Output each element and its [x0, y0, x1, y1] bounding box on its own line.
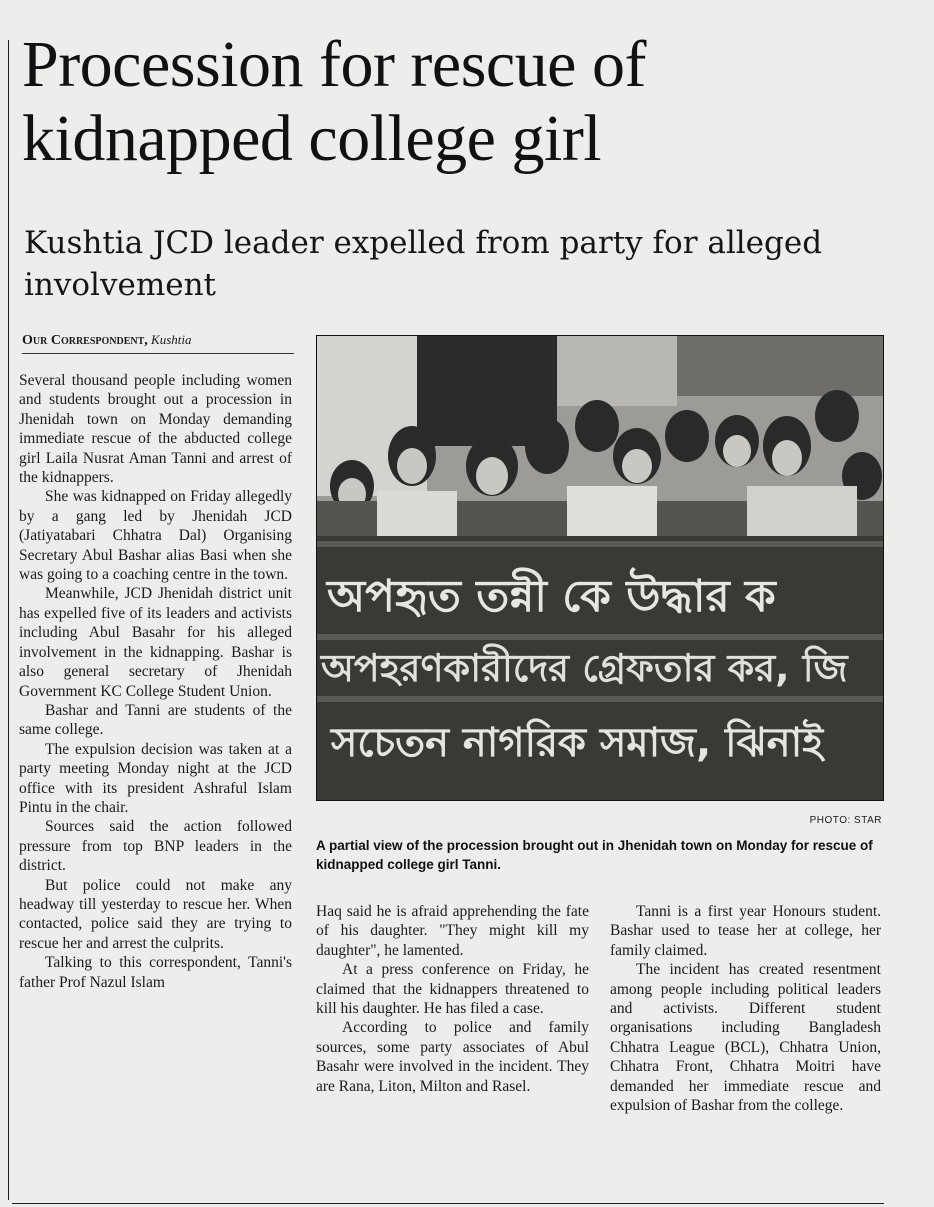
paragraph: According to police and family sources, some party associates of Abul Basahr were involved in the incident. They are Rana, Liton, Milton and Rasel. [316, 1019, 589, 1095]
paragraph: At a press conference on Friday, he claimed that the kidnappers threatened to kill his daughter. He has filed a case. [316, 961, 589, 1018]
article-column-2 [316, 902, 589, 1096]
byline-location: Kushtia [151, 332, 192, 347]
paragraph: Meanwhile, JCD Jhenidah district unit has expelled five of its leaders and activists including Abul Basahr for his alleged involvement in the kidnapping. Bashar is also general secretary of Jhenidah Government KC College Student Union. [19, 585, 292, 700]
paragraph: Talking to this correspondent, Tanni's father Prof Nazul Islam [19, 954, 292, 991]
subheadline: Kushtia JCD leader expelled from party for alleged involvement [24, 225, 823, 303]
banner-line-2: অপহরণকারীদের গ্রেফতার কর, জি [321, 646, 848, 690]
headline: Procession for rescue of kidnapped college girl [22, 28, 646, 175]
paragraph: The incident has created resentment among people including political leaders and activists. Different student organisations including Bangladesh Chhatra League (BCL), Chhatra Union, Chhatra Front, Chhatra Moitri have demanded her immediate rescue and expulsion of Bashar from the college. [610, 961, 881, 1115]
paragraph: Several thousand people including women and students brought out a procession in Jhenidah town on Monday demanding immediate rescue of the abducted college girl Laila Nusrat Aman Tanni and arrest of the kidnappers. [19, 372, 292, 487]
article-column-3 [610, 902, 881, 1115]
paragraph: Bashar and Tanni are students of the same college. [19, 701, 292, 739]
paragraph: Haq said he is afraid apprehending the fate of his daughter. "They might kill my daughter", he lamented. [316, 903, 589, 959]
paragraph: She was kidnapped on Friday allegedly by a gang led by Jhenidah JCD (Jatiyatabari Chhatra Dal) Organising Secretary Abul Bashar alias Basi when she was going to a coaching centre in the town. [19, 488, 292, 584]
photo-caption: A partial view of the procession brought out in Jhenidah town on Monday for rescue of kidnapped college girl Tanni. [316, 838, 873, 872]
banner-line-1: অপহৃত তন্নী কে উদ্ধার ক [327, 571, 776, 622]
left-column-rule [8, 40, 9, 1200]
paragraph: Sources said the action followed pressure from top BNP leaders in the district. [19, 818, 292, 875]
paragraph: But police could not make any headway till yesterday to rescue her. When contacted, police said they are trying to rescue her and arrest the culprits. [19, 876, 292, 952]
procession-photo [316, 335, 884, 801]
byline [22, 332, 294, 354]
paragraph: Tanni is a first year Honours student. Bashar used to tease her at college, her family claimed. [610, 903, 881, 959]
byline-correspondent: Our Correspondent, [22, 333, 148, 348]
bottom-rule [12, 1203, 884, 1204]
banner-line-3: সচেতন নাগরিক সমাজ, ঝিনাই [331, 720, 824, 766]
paragraph: The expulsion decision was taken at a party meeting Monday night at the JCD office with its president Ashraful Islam Pintu in the chair. [19, 740, 292, 816]
procession-photo-image [317, 336, 883, 800]
photo-credit: PHOTO: STAR [809, 815, 882, 826]
article-column-1 [19, 371, 292, 992]
